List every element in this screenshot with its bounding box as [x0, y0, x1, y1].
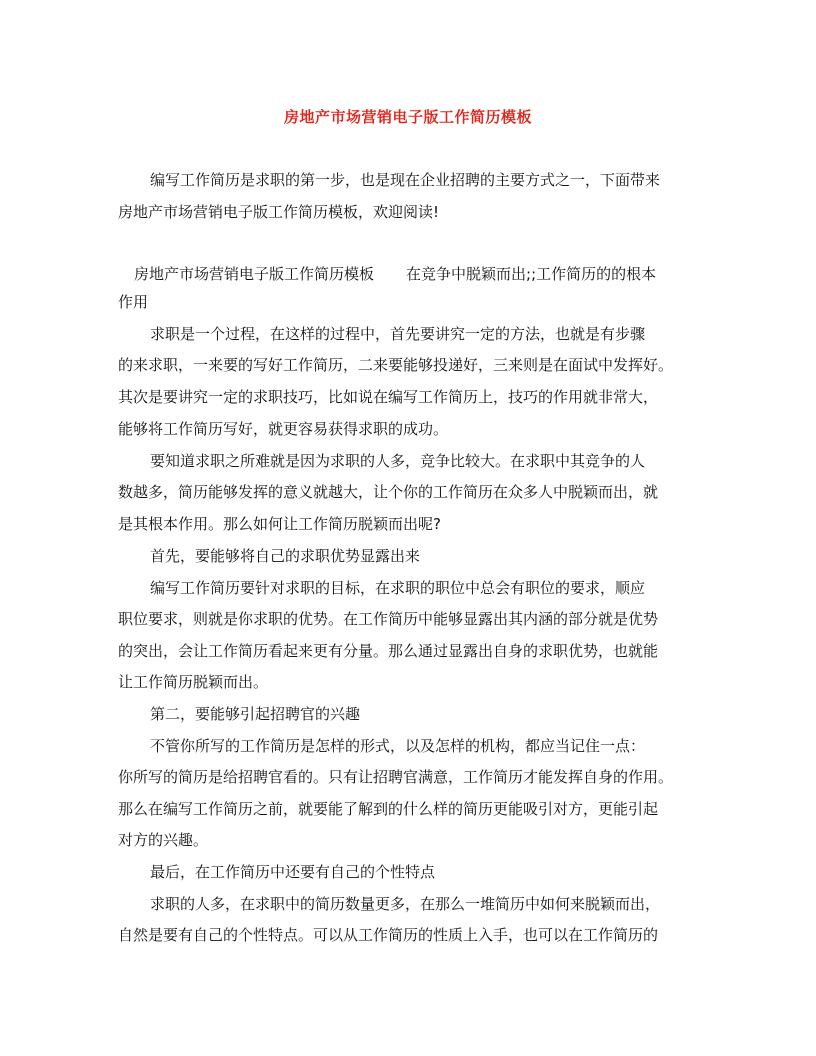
heading-3: 最后，在工作简历中还要有自己的个性特点 — [150, 863, 436, 881]
paragraph-1-line-4: 能够将工作简历写好，就更容易获得求职的成功。 — [118, 420, 449, 438]
heading-2: 第二，要能够引起招聘官的兴趣 — [150, 705, 361, 723]
subtitle-left: 房地产市场营销电子版工作简历模板 — [134, 265, 375, 283]
paragraph-1-line-1: 求职是一个过程，在这样的过程中，首先要讲究一定的方法，也就是有步骤 — [150, 325, 646, 343]
paragraph-2-line-3: 是其根本作用。那么如何让工作简历脱颖而出呢? — [118, 515, 441, 533]
paragraph-1-line-3: 其次是要讲究一定的求职技巧，比如说在编写工作简历上，技巧的作用就非常大， — [118, 388, 659, 406]
paragraph-4-line-4: 对方的兴趣。 — [118, 831, 209, 849]
paragraph-3-line-4: 让工作简历脱颖而出。 — [118, 673, 269, 691]
intro-line-2: 房地产市场营销电子版工作简历模板，欢迎阅读! — [118, 203, 440, 221]
paragraph-4-line-2: 你所写的简历是给招聘官看的。只有让招聘官满意，工作简历才能发挥自身的作用。 — [118, 768, 674, 786]
heading-1: 首先，要能够将自己的求职优势显露出来 — [150, 547, 421, 565]
paragraph-3-line-3: 的突出，会让工作简历看起来更有分量。那么通过显露出自身的求职优势，也就能 — [118, 642, 659, 660]
paragraph-1-line-2: 的来求职，一来要的写好工作简历，二来要能够投递好，三来则是在面试中发挥好。 — [118, 356, 674, 374]
subtitle-continuation: 作用 — [118, 293, 149, 311]
intro-line-1: 编写工作简历是求职的第一步，也是现在企业招聘的主要方式之一，下面带来 — [150, 171, 661, 189]
paragraph-5-line-1: 求职的人多，在求职中的简历数量更多，在那么一堆简历中如何来脱颖而出， — [150, 895, 661, 913]
paragraph-2-line-2: 数越多，简历能够发挥的意义就越大，让个你的工作简历在众多人中脱颖而出，就 — [118, 483, 659, 501]
paragraph-2-line-1: 要知道求职之所难就是因为求职的人多，竞争比较大。在求职中其竞争的人 — [150, 452, 646, 470]
paragraph-4-line-1: 不管你所写的工作简历是怎样的形式，以及怎样的机构，都应当记住一点： — [150, 737, 646, 755]
paragraph-4-line-3: 那么在编写工作简历之前，就要能了解到的什么样的简历更能吸引对方，更能引起 — [118, 800, 659, 818]
paragraph-5-line-2: 自然是要有自己的个性特点。可以从工作简历的性质上入手，也可以在工作简历的 — [118, 926, 659, 944]
section-subtitle — [134, 264, 656, 284]
document-title: 房地产市场营销电子版工作简历模板 — [283, 108, 532, 126]
paragraph-3-line-2: 职位要求，则就是你求职的优势。在工作简历中能够显露出其内涵的部分就是优势 — [118, 610, 659, 628]
subtitle-right: 在竞争中脱颖而出;;工作简历的的根本 — [406, 265, 657, 283]
paragraph-3-line-1: 编写工作简历要针对求职的目标，在求职的职位中总会有职位的要求，顺应 — [150, 579, 646, 597]
